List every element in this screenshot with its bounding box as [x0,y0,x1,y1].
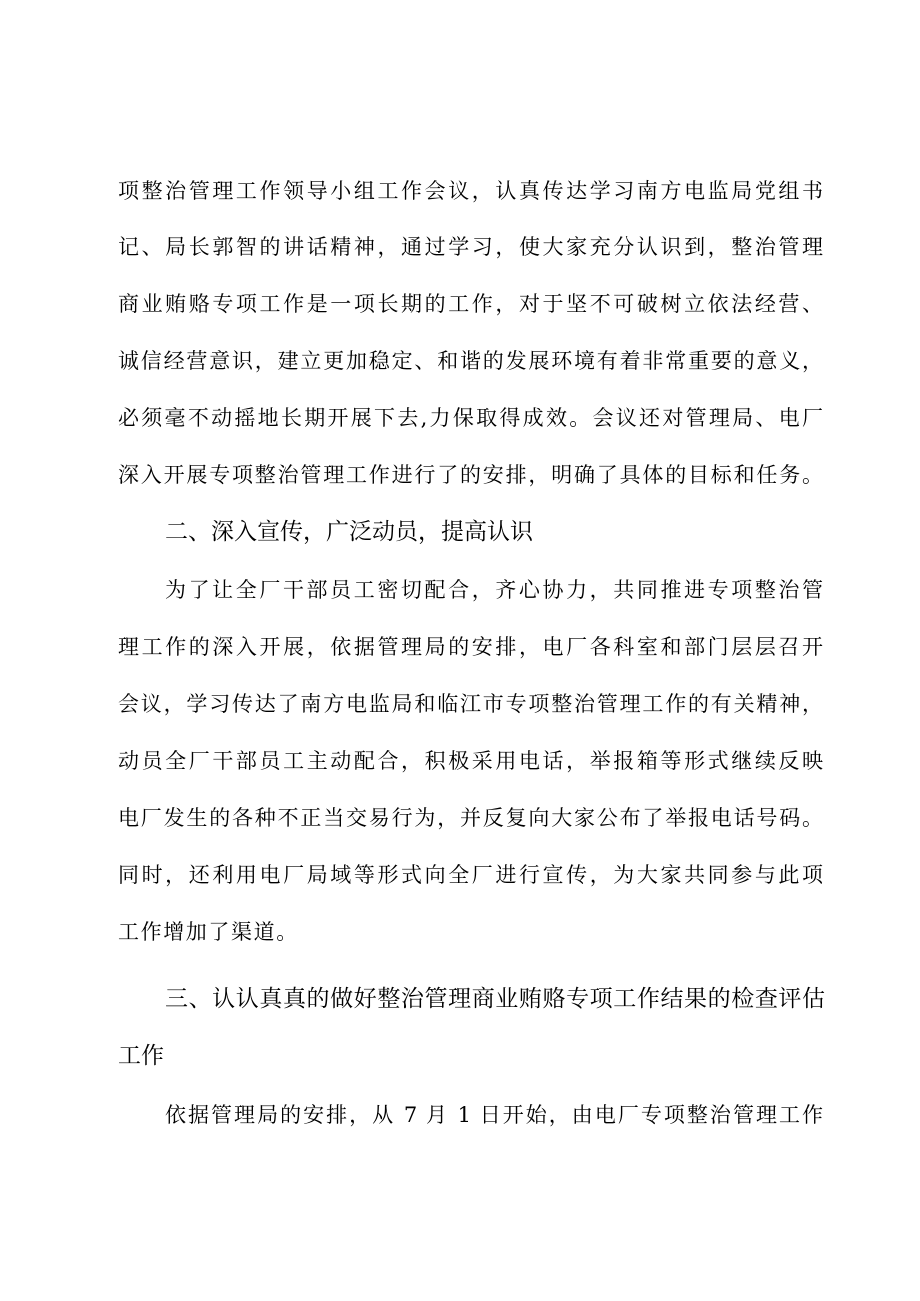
section-heading-3-line-1: 三、认认真真的做好整治管理商业贿赂专项工作结果的检查评估 [165,986,825,1012]
paragraph-1-line-1: 项整治管理工作领导小组工作会议，认真传达学习南方电监局党组书 [118,179,823,203]
section-heading-3-line-2: 工作 [118,1043,164,1069]
paragraph-2-line-7: 工作增加了渠道。 [118,920,299,944]
paragraph-1-line-3: 商业贿赂专项工作是一项长期的工作，对于坚不可破树立依法经营、 [118,292,823,316]
paragraph-2-line-1: 为了让全厂干部员工密切配合，齐心协力，共同推进专项整治管 [165,578,823,602]
paragraph-1-line-5: 必须毫不动摇地长期开展下去,力保取得成效。会议还对管理局、电厂 [118,406,823,430]
paragraph-2-line-5: 电厂发生的各种不正当交易行为，并反复向大家公布了举报电话号码。 [118,806,823,830]
paragraph-2-line-6: 同时，还利用电厂局域等形式向全厂进行宣传，为大家共同参与此项 [118,863,823,887]
paragraph-2-line-4: 动员全厂干部员工主动配合，积极采用电话，举报箱等形式继续反映 [118,749,823,773]
paragraph-3-line-1: 依据管理局的安排，从 7 月 1 日开始，由电厂专项整治管理工作 [165,1103,823,1127]
paragraph-1-line-2: 记、局长郭智的讲话精神，通过学习，使大家充分认识到，整治管理 [118,235,823,259]
section-heading-2: 二、深入宣传，广泛动员，提高认识 [165,519,533,545]
paragraph-1-line-6: 深入开展专项整治管理工作进行了的安排，明确了具体的目标和任务。 [118,463,823,487]
paragraph-1-line-4: 诚信经营意识，建立更加稳定、和谐的发展环境有着非常重要的意义， [118,349,823,373]
paragraph-2-line-3: 会议，学习传达了南方电监局和临江市专项整治管理工作的有关精神， [118,692,823,716]
paragraph-2-line-2: 理工作的深入开展，依据管理局的安排，电厂各科室和部门层层召开 [118,635,823,659]
